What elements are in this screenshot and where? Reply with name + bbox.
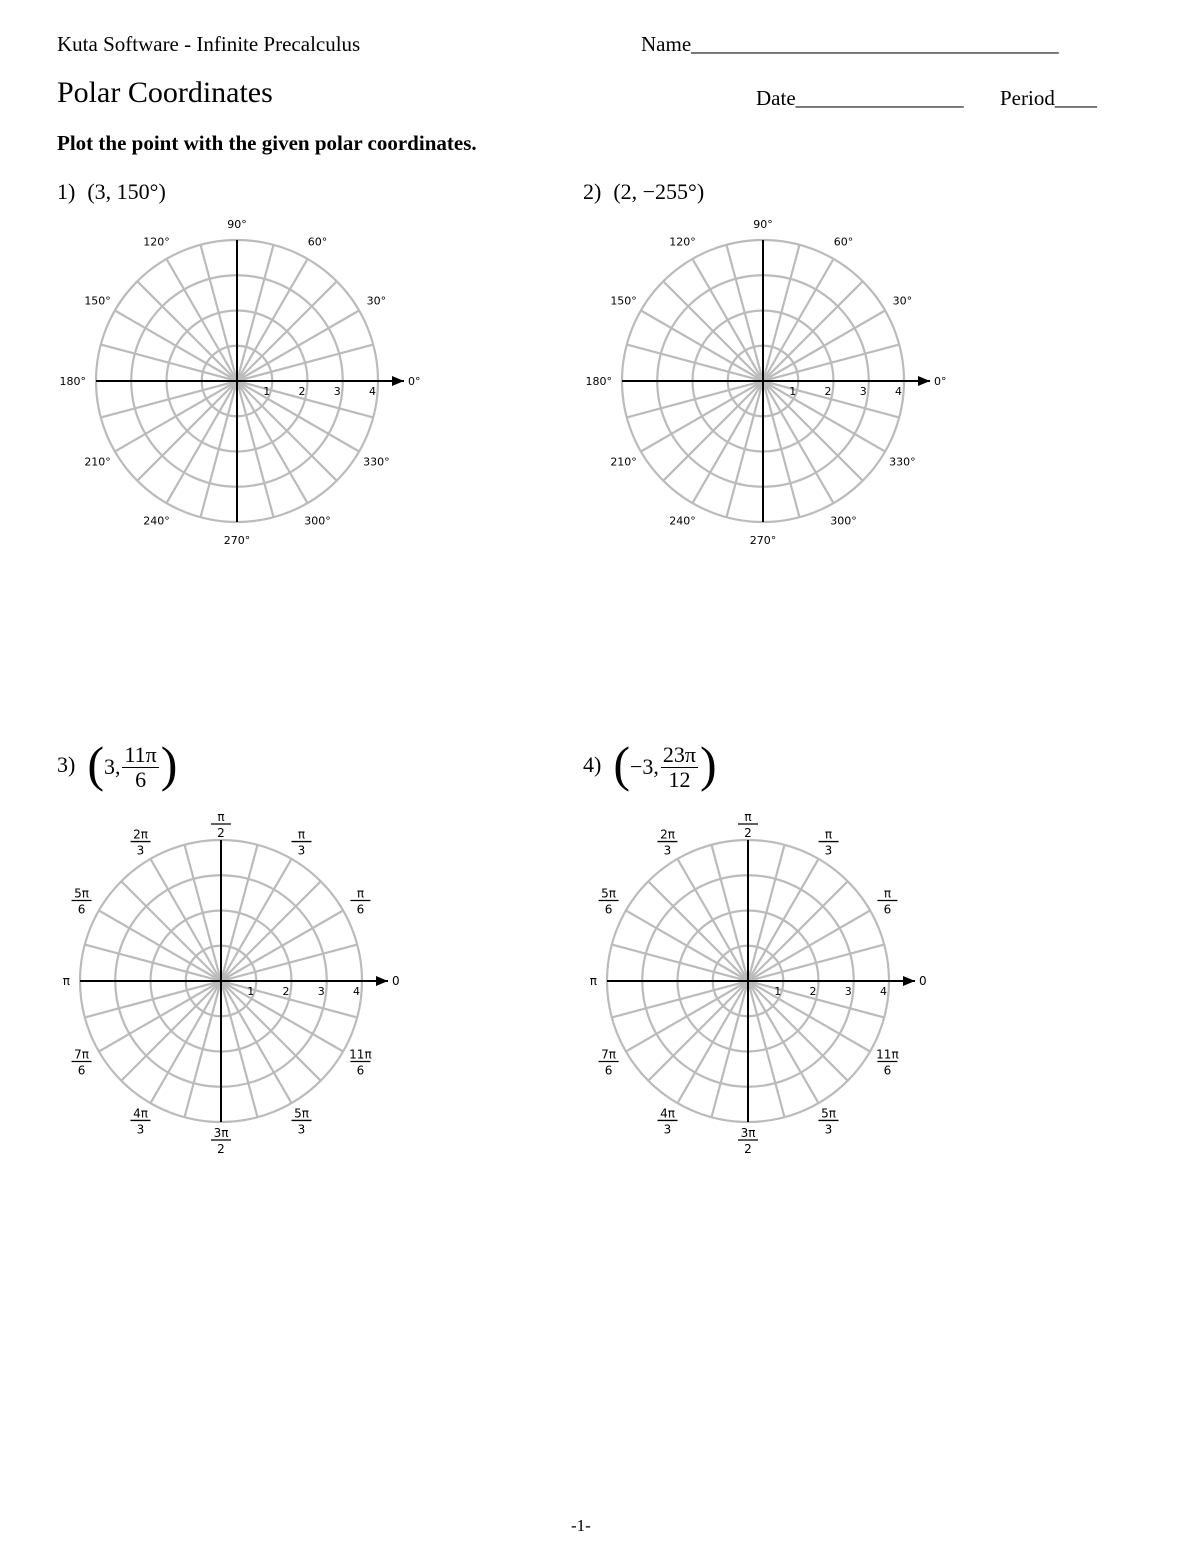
problem-number: 1) <box>57 179 76 204</box>
angle-label-numerator: 7π <box>601 1047 616 1062</box>
angle-label-numerator: 5π <box>294 1106 309 1121</box>
angle-label-numerator: 5π <box>821 1106 836 1121</box>
angle-label <box>60 375 87 388</box>
angle-label-text: 0° <box>408 375 421 388</box>
angle-label <box>72 887 92 917</box>
grid-spoke <box>627 345 763 381</box>
angle-label-denominator: 2 <box>744 1142 752 1156</box>
angle-label-text: 330° <box>889 455 916 469</box>
angle-label <box>143 514 170 527</box>
angle-label <box>392 974 400 988</box>
angle-label <box>63 974 70 988</box>
angle-label-numerator: 5π <box>601 886 616 901</box>
grid-spoke <box>748 981 784 1117</box>
angle-label-denominator: 2 <box>217 1142 225 1156</box>
angle-label-text: 0 <box>392 974 400 988</box>
angle-label <box>610 456 637 469</box>
angle-label <box>292 828 312 858</box>
theta-denominator: 12 <box>668 766 691 792</box>
instructions: Plot the point with the given polar coordinates. <box>57 131 477 155</box>
angle-label <box>350 887 370 917</box>
period-field[interactable]: Period____ <box>1000 86 1097 110</box>
angle-label-text: 330° <box>363 455 390 469</box>
grid-spoke <box>712 845 748 981</box>
angle-label-denominator: 2 <box>217 826 225 840</box>
angle-label <box>304 514 331 527</box>
angle-label-denominator: 2 <box>744 826 752 840</box>
name-field[interactable]: Name___________________________________ <box>641 32 1059 56</box>
arrow-icon <box>918 376 930 386</box>
page-title: Polar Coordinates <box>57 76 273 109</box>
grid-spoke <box>237 345 373 381</box>
radius-label: 1 <box>247 985 255 998</box>
angle-label-denominator: 6 <box>883 1063 892 1078</box>
angle-label <box>590 974 597 988</box>
radius-label: 1 <box>774 985 782 998</box>
grid-spoke <box>201 381 237 517</box>
angle-label <box>367 295 387 308</box>
angle-label-text: 240° <box>143 514 170 528</box>
angle-label-denominator: 3 <box>824 1122 833 1137</box>
angle-label <box>876 1048 899 1078</box>
angle-label <box>143 236 170 249</box>
arrow-icon <box>376 976 388 986</box>
grid-spoke <box>612 981 748 1017</box>
angle-label <box>224 534 251 547</box>
grid-spoke <box>612 945 748 981</box>
angle-label-text: 0 <box>919 974 927 988</box>
grid-spoke <box>727 381 763 517</box>
angle-label-denominator: 6 <box>883 902 892 917</box>
theta-numerator: 11π <box>124 742 157 768</box>
angle-label-denominator: 6 <box>604 902 613 917</box>
grid-spoke <box>748 945 884 981</box>
angle-label-denominator: 3 <box>824 843 833 858</box>
grid-spoke <box>101 381 237 417</box>
angle-label-denominator: 6 <box>356 902 365 917</box>
grid-spoke <box>727 245 763 381</box>
angle-label-numerator: 7π <box>74 1047 89 1062</box>
point-r: −3, <box>629 754 659 779</box>
angle-label <box>408 375 421 388</box>
angle-label-numerator: 5π <box>74 886 89 901</box>
arrow-icon <box>392 376 404 386</box>
angle-label <box>72 1048 92 1078</box>
radius-label: 1 <box>263 385 271 398</box>
grid-spoke <box>763 245 799 381</box>
angle-label-text: 270° <box>223 534 251 547</box>
angle-label-denominator: 6 <box>77 1063 86 1078</box>
grid-spoke <box>763 345 899 381</box>
angle-label <box>669 236 696 249</box>
angle-label-denominator: 3 <box>297 843 306 858</box>
angle-label <box>610 295 637 308</box>
radius-label: 3 <box>844 985 852 998</box>
angle-label-text: π <box>62 974 70 988</box>
angle-label <box>599 1048 619 1078</box>
page-number: -1- <box>571 1516 591 1535</box>
angle-label-denominator: 3 <box>297 1122 306 1137</box>
angle-label-text: 60° <box>833 235 854 249</box>
angle-label-numerator: π <box>744 810 752 824</box>
grid-spoke <box>763 381 799 517</box>
angle-label-numerator: 2π <box>660 827 675 842</box>
angle-label <box>363 456 390 469</box>
angle-label-numerator: 4π <box>660 1106 675 1121</box>
angle-label <box>893 295 913 308</box>
angle-label-text: 180° <box>585 375 612 388</box>
grid-spoke <box>221 845 257 981</box>
point-r: 3, <box>103 754 121 779</box>
angle-label-text: 300° <box>830 514 857 528</box>
angle-label-text: 210° <box>610 455 637 469</box>
problem-point: ( −3, $\frac{23\pi}{12}$ ) <box>613 736 717 792</box>
angle-label-numerator: π <box>217 810 225 824</box>
angle-label <box>889 456 916 469</box>
angle-label <box>669 514 696 527</box>
theta-denominator: 6 <box>135 766 147 792</box>
angle-label <box>750 534 777 547</box>
angle-label-text: 150° <box>610 294 637 308</box>
radius-label: 2 <box>298 385 306 398</box>
problem-point: ( 3, $\frac{11\pi}{6}$ ) <box>87 736 178 792</box>
radius-label: 4 <box>353 985 360 998</box>
angle-label <box>819 828 839 858</box>
angle-label-numerator: 3π <box>740 1126 756 1140</box>
radius-label: 3 <box>317 985 325 998</box>
radius-label: 2 <box>824 385 832 398</box>
grid-spoke <box>627 381 763 417</box>
grid-spoke <box>237 381 273 517</box>
angle-label-text: 180° <box>59 375 86 388</box>
angle-label-text: 90° <box>753 218 773 231</box>
grid-spoke <box>712 981 748 1117</box>
angle-label <box>658 828 678 858</box>
problem-number: 2) <box>583 179 602 204</box>
date-field[interactable]: Date________________ <box>756 86 964 110</box>
angle-label-denominator: 6 <box>77 902 86 917</box>
angle-label-text: 90° <box>227 218 247 231</box>
angle-label-text: 120° <box>143 235 170 249</box>
angle-label-denominator: 6 <box>356 1063 365 1078</box>
angle-label-numerator: π <box>356 886 365 901</box>
polar-grid-degrees-2[interactable] <box>586 218 947 547</box>
angle-label-text: 30° <box>892 294 913 308</box>
angle-label-numerator: π <box>297 827 306 842</box>
angle-label <box>349 1048 372 1078</box>
angle-label <box>292 1106 312 1136</box>
radius-label: 2 <box>809 985 817 998</box>
radius-label: 4 <box>369 385 376 398</box>
angle-label <box>586 375 613 388</box>
angle-label <box>227 218 247 231</box>
angle-label <box>919 974 927 988</box>
angle-label-text: 210° <box>84 455 111 469</box>
angle-label <box>877 887 897 917</box>
radius-label: 2 <box>282 985 290 998</box>
angle-label-text: 120° <box>669 235 696 249</box>
problem-point: (3, 150°) <box>87 179 166 204</box>
radius-label: 1 <box>789 385 797 398</box>
angle-label-numerator: 11π <box>876 1047 899 1062</box>
angle-label <box>934 375 947 388</box>
grid-spoke <box>101 345 237 381</box>
polar-grid-radians-3[interactable] <box>63 810 400 1156</box>
arrow-icon <box>903 976 915 986</box>
theta-numerator: 23π <box>662 742 697 768</box>
angle-label-denominator: 3 <box>136 843 145 858</box>
angle-label-denominator: 3 <box>136 1122 145 1137</box>
angle-label-denominator: 3 <box>663 1122 672 1137</box>
problem-number: 4) <box>583 752 602 778</box>
angle-label <box>308 236 328 249</box>
grid-spoke <box>221 945 357 981</box>
angle-label-numerator: π <box>824 827 833 842</box>
angle-label-numerator: 4π <box>133 1106 148 1121</box>
radius-label: 4 <box>880 985 887 998</box>
angle-label-text: 30° <box>366 294 387 308</box>
grid-spoke <box>85 945 221 981</box>
grid-spoke <box>748 845 784 981</box>
angle-label-text: 60° <box>307 235 328 249</box>
angle-label <box>658 1106 678 1136</box>
angle-label <box>599 887 619 917</box>
angle-label-text: 300° <box>304 514 331 528</box>
angle-label <box>819 1106 839 1136</box>
angle-label-numerator: π <box>883 886 892 901</box>
grid-spoke <box>185 981 221 1117</box>
angle-label <box>738 810 758 840</box>
angle-label-text: 0° <box>934 375 947 388</box>
angle-label <box>753 218 773 231</box>
grid-spoke <box>185 845 221 981</box>
angle-label-text: 270° <box>749 534 777 547</box>
grid-spoke <box>237 245 273 381</box>
angle-label-text: 240° <box>669 514 696 528</box>
angle-label <box>131 1106 151 1136</box>
software-title: Kuta Software - Infinite Precalculus <box>57 32 361 56</box>
angle-label-text: 150° <box>84 294 111 308</box>
angle-label-numerator: 2π <box>133 827 148 842</box>
angle-label-denominator: 3 <box>663 843 672 858</box>
grid-spoke <box>201 245 237 381</box>
grid-spoke <box>85 981 221 1017</box>
angle-label <box>834 236 854 249</box>
angle-label <box>84 295 111 308</box>
angle-label <box>84 456 111 469</box>
polar-grid-radians-4[interactable] <box>590 810 927 1156</box>
polar-grid-degrees-1[interactable] <box>60 218 421 547</box>
radius-label: 4 <box>895 385 902 398</box>
problem-number: 3) <box>57 752 76 778</box>
angle-label <box>211 1126 231 1156</box>
angle-label-numerator: 3π <box>213 1126 229 1140</box>
radius-label: 3 <box>859 385 867 398</box>
grid-spoke <box>221 981 257 1117</box>
problem-point: (2, −255°) <box>613 179 705 204</box>
angle-label <box>830 514 857 527</box>
angle-label <box>738 1126 758 1156</box>
angle-label <box>131 828 151 858</box>
angle-label-denominator: 6 <box>604 1063 613 1078</box>
radius-label: 3 <box>333 385 341 398</box>
angle-label-numerator: 11π <box>349 1047 372 1062</box>
angle-label-text: π <box>589 974 597 988</box>
angle-label <box>211 810 231 840</box>
